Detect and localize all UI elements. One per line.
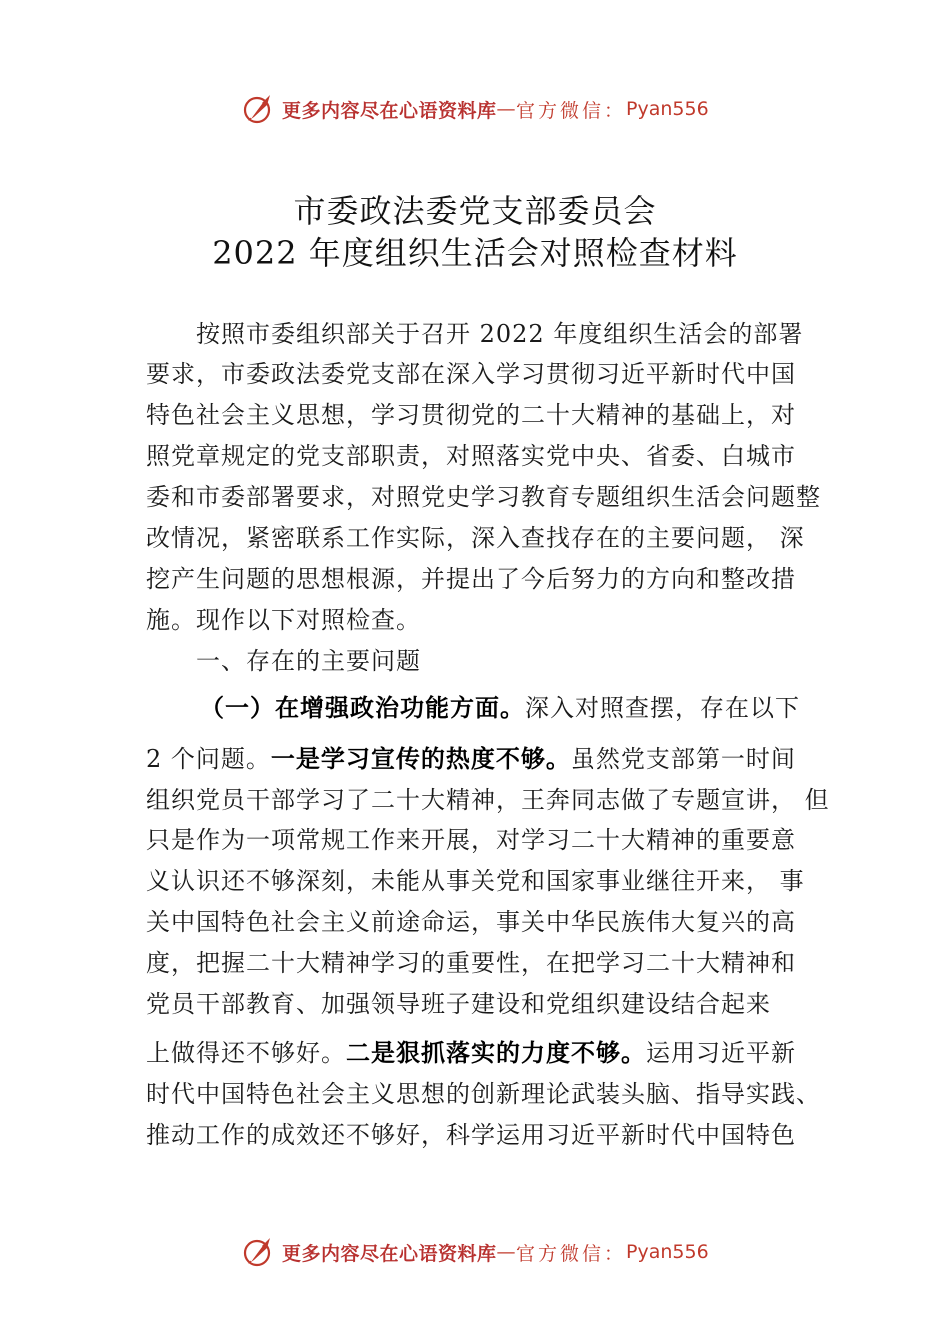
body-line: 时代中国特色社会主义思想的创新理论武装头脑、指导实践、 bbox=[146, 1080, 821, 1108]
body-line: 委和市委部署要求，对照党史学习教育专题组织生活会问题整 bbox=[146, 483, 821, 511]
body-line: 党员干部教育、加强领导班子建设和党组织建设结合起来 bbox=[146, 990, 771, 1018]
body-line: 改情况，紧密联系工作实际，深入查找存在的主要问题， 深 bbox=[146, 524, 805, 552]
body-text: 2 个问题。 bbox=[146, 745, 271, 773]
body-line: 按照市委组织部关于召开 2022 年度组织生活会的部署 bbox=[196, 320, 804, 348]
point-heading-2: 二是狠抓落实的力度不够。 bbox=[346, 1039, 646, 1067]
body-text: 虽然党支部第一时间 bbox=[570, 745, 796, 773]
banner-separator: — bbox=[496, 1241, 517, 1263]
quill-pen-logo-icon bbox=[240, 1234, 276, 1270]
library-brand: 更多内容尽在心语资料库 bbox=[282, 99, 497, 122]
wechat-label: 官方微信： bbox=[516, 1242, 627, 1265]
body-line: 只是作为一项常规工作来开展，对学习二十大精神的重要意 bbox=[146, 826, 796, 854]
wechat-label: 官方微信： bbox=[516, 99, 627, 122]
subsection-line bbox=[200, 692, 800, 724]
banner-separator: — bbox=[496, 98, 517, 120]
subsection-text: 深入对照查摆，存在以下 bbox=[525, 694, 800, 722]
body-line: 组织党员干部学习了二十大精神，王奔同志做了专题宣讲， 但 bbox=[146, 786, 830, 814]
wechat-id: Pyan556 bbox=[626, 1241, 709, 1263]
body-line bbox=[146, 743, 796, 775]
document-title-line1: 市委政法委党支部委员会 bbox=[293, 192, 657, 230]
footer-watermark bbox=[240, 1232, 709, 1272]
body-line: 推动工作的成效还不够好，科学运用习近平新时代中国特色 bbox=[146, 1121, 796, 1149]
section-heading: 一、存在的主要问题 bbox=[196, 647, 421, 675]
wechat-id: Pyan556 bbox=[626, 98, 709, 120]
body-line: 特色社会主义思想，学习贯彻党的二十大精神的基础上，对 bbox=[146, 401, 796, 429]
body-line: 义认识还不够深刻，未能从事关党和国家事业继往开来， 事 bbox=[146, 867, 805, 895]
header-watermark bbox=[240, 89, 709, 129]
body-line: 施。现作以下对照检查。 bbox=[146, 606, 421, 634]
body-text: 运用习近平新 bbox=[646, 1039, 796, 1067]
quill-pen-logo-icon bbox=[240, 91, 276, 127]
subsection-heading: （一）在增强政治功能方面。 bbox=[200, 694, 525, 722]
document-title-line2: 2022 年度组织生活会对照检查材料 bbox=[212, 234, 738, 272]
body-text: 上做得还不够好。 bbox=[146, 1039, 346, 1067]
point-heading-1: 一是学习宣传的热度不够。 bbox=[270, 745, 571, 773]
library-brand: 更多内容尽在心语资料库 bbox=[282, 1242, 497, 1265]
body-line: 挖产生问题的思想根源，并提出了今后努力的方向和整改措 bbox=[146, 565, 796, 593]
body-line: 关中国特色社会主义前途命运，事关中华民族伟大复兴的高 bbox=[146, 908, 796, 936]
body-line bbox=[146, 1037, 796, 1069]
body-line: 要求，市委政法委党支部在深入学习贯彻习近平新时代中国 bbox=[146, 360, 796, 388]
body-line: 度，把握二十大精神学习的重要性，在把学习二十大精神和 bbox=[146, 949, 796, 977]
body-line: 照党章规定的党支部职责，对照落实党中央、省委、白城市 bbox=[146, 442, 796, 470]
